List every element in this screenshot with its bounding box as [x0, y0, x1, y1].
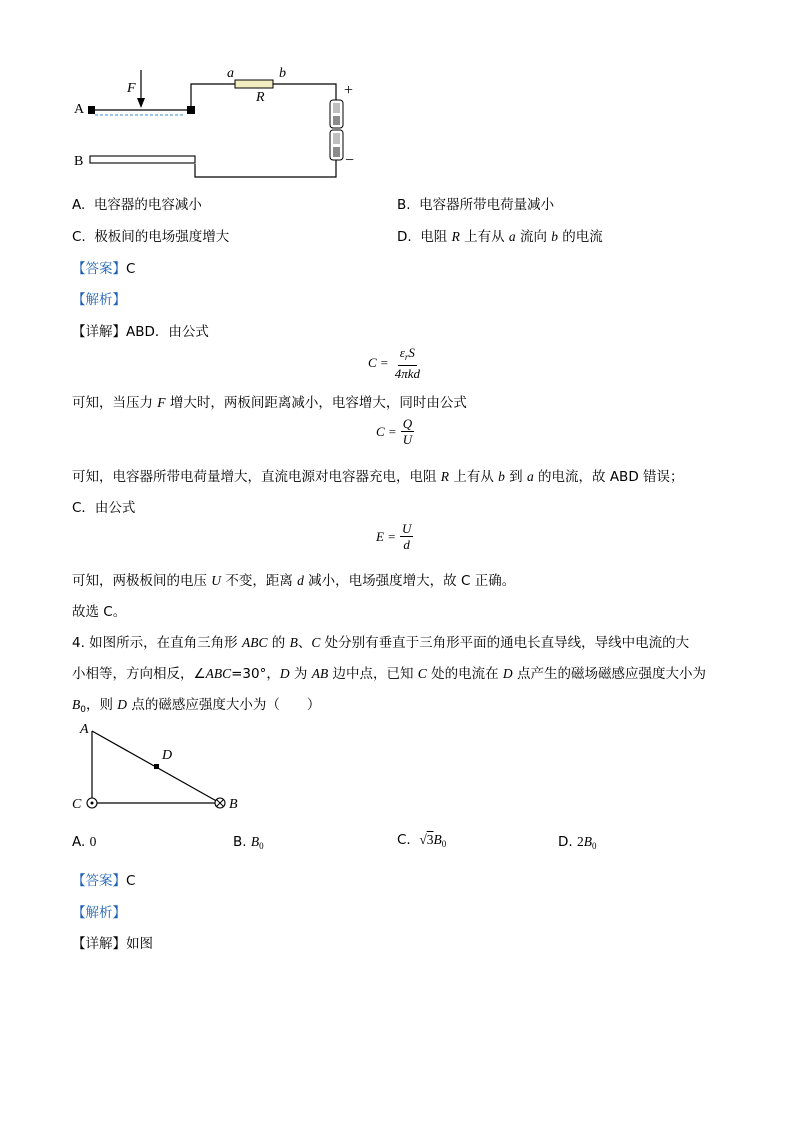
point-d: [154, 764, 159, 769]
triangle-figure: [80, 725, 240, 815]
q3-analysis: 【解析】: [72, 292, 126, 308]
q4-option-a: A. 0: [72, 834, 97, 850]
formula-c-q-u: C = $\frac{Q}{U}$: [376, 416, 413, 447]
label-minus: −: [345, 152, 355, 169]
label-f: F: [127, 81, 136, 96]
label-plate-a: A: [74, 102, 85, 117]
answer-tag: 【答案】: [72, 261, 126, 277]
current-into-page-icon: [215, 798, 225, 808]
q3-line1: 可知，当压力 F 增大时，两板间距离减小，电容增大，同时由公式: [72, 395, 467, 411]
plate-a-right-terminal: [187, 106, 195, 114]
battery: [330, 100, 343, 160]
q4-stem-line2: 小相等，方向相反，∠ABC=30°，D 为 AB 边中点，已知 C 处的电流在 D 点产生的磁场磁感应强度大小为: [72, 666, 706, 682]
vertex-b-label: B: [229, 797, 238, 812]
formula-capacitance: C = $\frac{\varepsilon_rS}{\text{4πkd}}$: [368, 345, 420, 381]
label-plus: +: [344, 82, 354, 99]
vertex-c-label: C: [72, 797, 82, 812]
current-out-of-page-icon: [87, 798, 97, 808]
q3-answer: 【答案】C: [72, 261, 136, 277]
q4-stem-line3: $B_0$，则 D 点的磁感应强度大小为（ ）: [72, 697, 321, 715]
resistor-r: [235, 80, 273, 88]
q4-option-c: C. $√3B_0$: [397, 832, 447, 849]
q4-detail: 【详解】如图: [72, 936, 153, 952]
q3-option-a: A. 电容器的电容减小: [72, 197, 202, 213]
bottom-right-wire: [195, 160, 336, 177]
q4-answer: 【答案】C: [72, 873, 136, 889]
label-r: R: [256, 90, 265, 105]
force-arrow-head: [137, 98, 145, 108]
q3-option-d: D. 电阻 R 上有从 a 流向 b 的电流: [397, 229, 603, 245]
q3-line2: 可知，电容器所带电荷量增大，直流电源对电容器充电，电阻 R 上有从 b 到 a 的电流，故 ABD 错误；: [72, 469, 684, 485]
vertex-a-label: A: [80, 722, 89, 737]
label-a: a: [227, 66, 234, 81]
top-wire: [191, 84, 235, 106]
formula-e-u-d: E = $\frac{U}{d}$: [376, 521, 412, 552]
q3-option-b: B. 电容器所带电荷量减小: [397, 197, 555, 213]
q4-option-b: B. $B_0$: [233, 834, 264, 851]
q3-option-c: C. 极板间的电场强度增大: [72, 229, 230, 245]
plate-a-left-terminal: [88, 106, 95, 114]
q3-line5: 故选 C。: [72, 604, 127, 620]
q3-detail-intro: 【详解】ABD．由公式: [72, 324, 209, 340]
plate-b: [90, 156, 195, 163]
circuit-figure: [70, 60, 370, 185]
q4-analysis: 【解析】: [72, 905, 126, 921]
label-b: b: [279, 66, 286, 81]
q4-option-d: D. $2B_0$: [558, 834, 597, 851]
q4-stem-line1: 4. 如图所示，在直角三角形 ABC 的 B、C 处分别有垂直于三角形平面的通电长直导线，导线中电流的大: [72, 635, 690, 651]
point-d-label: D: [162, 748, 173, 763]
label-plate-b: B: [74, 154, 84, 169]
q3-line3: C．由公式: [72, 500, 136, 516]
q3-line4: 可知，两极板间的电压 U 不变，距离 d 减小，电场强度增大，故 C 正确。: [72, 573, 516, 589]
top-right-wire: [273, 84, 336, 100]
